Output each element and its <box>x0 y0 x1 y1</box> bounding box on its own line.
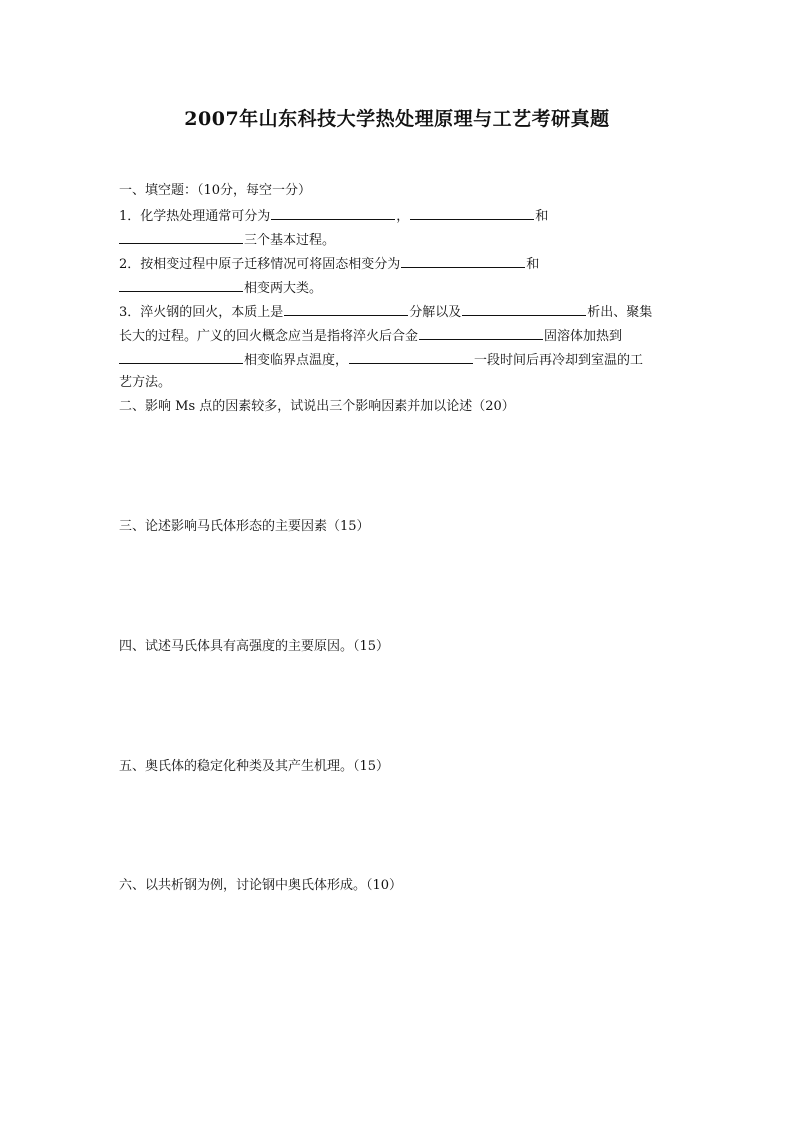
answer-blank[interactable] <box>119 350 243 364</box>
question-1-line-2 <box>119 230 335 250</box>
question-5-heading: 五、奥氏体的稳定化种类及其产生机理。（15） <box>119 759 390 774</box>
answer-blank[interactable] <box>271 206 395 220</box>
question-text: 3．淬火钢的回火，本质上是 <box>119 305 284 320</box>
question-3-line-4: 艺方法。 <box>119 375 172 390</box>
question-text: 三个基本过程。 <box>244 233 336 248</box>
question-4-heading: 四、试述马氏体具有高强度的主要原因。（15） <box>119 639 390 654</box>
answer-blank[interactable] <box>349 350 473 364</box>
question-3-line-3 <box>119 350 643 370</box>
answer-blank[interactable] <box>119 278 243 292</box>
question-3-line-2 <box>119 326 622 346</box>
question-text: 和 <box>535 209 549 224</box>
answer-blank[interactable] <box>410 206 534 220</box>
question-1-line-1 <box>119 206 548 226</box>
question-text: 长大的过程。广义的回火概念应当是指将淬火后合金 <box>119 329 419 344</box>
answer-blank[interactable] <box>419 326 543 340</box>
question-text: 析出、聚集 <box>587 305 653 320</box>
answer-blank[interactable] <box>462 302 586 316</box>
question-text: 2．按相变过程中原子迁移情况可将固态相变分为 <box>119 257 401 272</box>
question-6-heading: 六、以共析钢为例，讨论钢中奥氏体形成。（10） <box>119 878 403 893</box>
question-text: 1．化学热处理通常可分为 <box>119 209 271 224</box>
answer-blank[interactable] <box>401 254 525 268</box>
question-2-line-1 <box>119 254 539 274</box>
question-text: 固溶体加热到 <box>544 329 623 344</box>
question-2-line-2 <box>119 278 322 298</box>
page-title: 2007年山东科技大学热处理原理与工艺考研真题 <box>184 108 610 130</box>
question-text: 相变临界点温度， <box>244 353 349 368</box>
question-text: 分解以及 <box>409 305 462 320</box>
question-3-line-1 <box>119 302 652 322</box>
question-text: 和 <box>526 257 540 272</box>
answer-blank[interactable] <box>119 230 243 244</box>
question-2-heading: 二、影响 Ms 点的因素较多，试说出三个影响因素并加以论述（20） <box>119 399 515 414</box>
answer-blank[interactable] <box>284 302 408 316</box>
question-text: 一段时间后再冷却到室温的工 <box>474 353 644 368</box>
question-text: ， <box>396 209 410 224</box>
question-3-heading: 三、论述影响马氏体形态的主要因素（15） <box>119 519 370 534</box>
question-text: 相变两大类。 <box>244 281 323 296</box>
section-heading: 一、填空题：（10分，每空一分） <box>119 183 312 198</box>
